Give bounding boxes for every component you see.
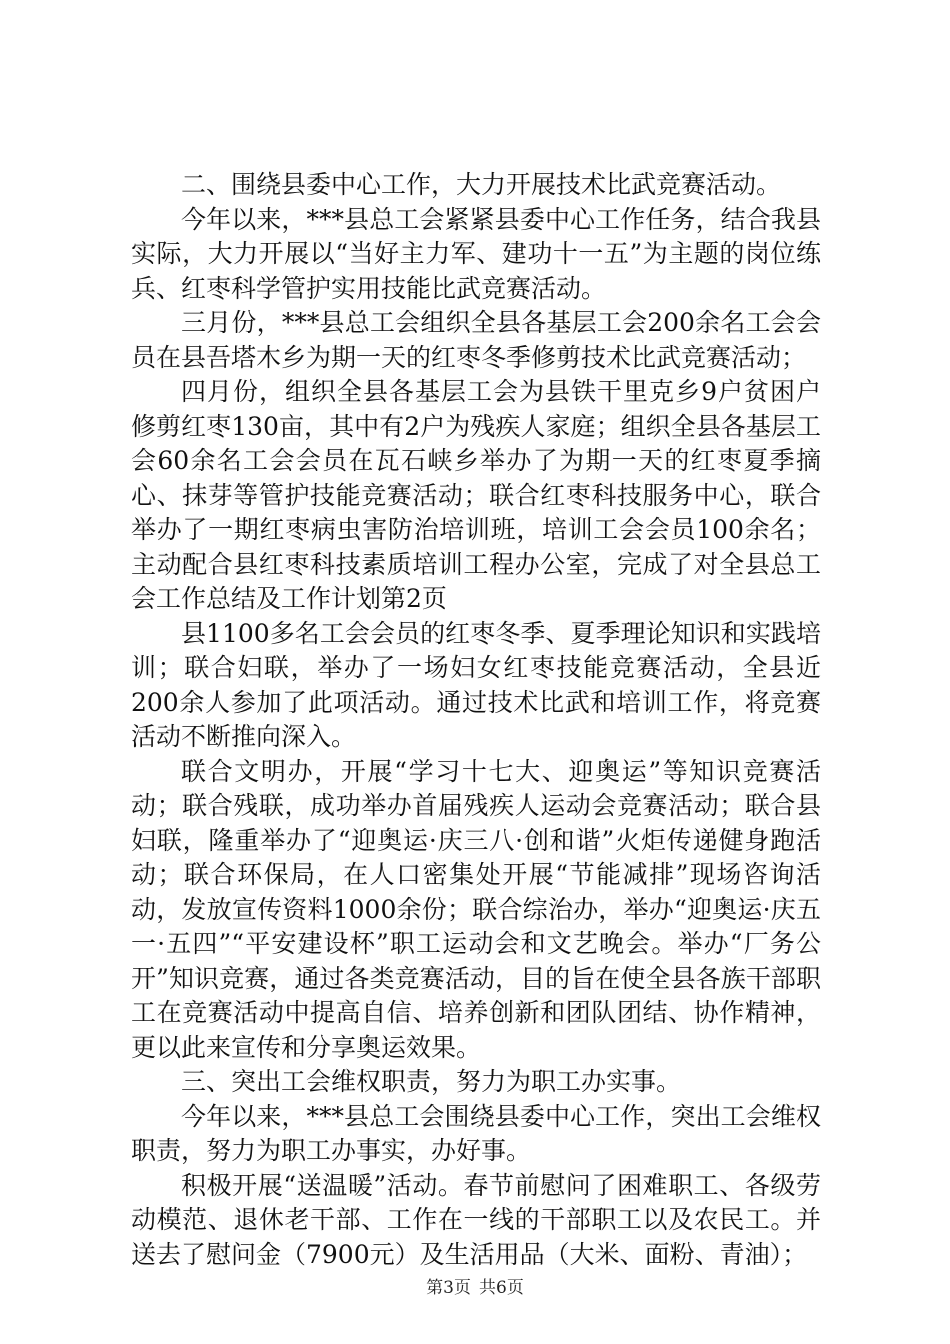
body-paragraph: 联合文明办，开展“学习十七大、迎奥运”等知识竞赛活动；联合残联，成功举办首届残疾人运动会竞赛活动；联合县妇联，隆重举办了“迎奥运·庆三八·创和谐”火炬传递健身跑活动；联合环保局，在人口密集处开展“节能减排”现场咨询活动，发放宣传资料1000余份；联合综治办，举办“迎奥运·庆五一·五四”“平安建设杯”职工运动会和文艺晚会。举办“厂务公开”知识竞赛，通过各类竞赛活动，目的旨在使全县各族干部职工在竞赛活动中提高自信、培养创新和团队团结、协作精神，更以此来宣传和分享奥运效果。 (131, 756, 821, 1062)
body-paragraph: 积极开展“送温暖”活动。春节前慰问了困难职工、各级劳动模范、退休老干部、工作在一线的干部职工以及农民工。并送去了慰问金（7900元）及生活用品（大米、面粉、青油）； (131, 1170, 821, 1269)
section-heading: 三、突出工会维权职责，努力为职工办实事。 (181, 1067, 682, 1096)
body-paragraph: 三月份，***县总工会组织全县各基层工会200余名工会会员在县吾塔木乡为期一天的红枣冬季修剪技术比武竞赛活动； (131, 308, 821, 372)
body-paragraph: 县1100多名工会会员的红枣冬季、夏季理论知识和实践培训；联合妇联，举办了一场妇女红枣技能竞赛活动，全县近200余人参加了此项活动。通过技术比武和培训工作，将竞赛活动不断推向深入。 (131, 618, 821, 751)
page-footer (0, 1273, 950, 1298)
body-paragraph: 今年以来，***县总工会围绕县委中心工作，突出工会维权职责，努力为职工办事实，办好事。 (131, 1101, 821, 1165)
body-paragraph: 四月份，组织全县各基层工会为县铁干里克乡9户贫困户修剪红枣130亩，其中有2户为残疾人家庭；组织全县各基层工会60余名工会会员在瓦石峡乡举办了为期一天的红枣夏季摘心、抹芽等管护技能竞赛活动；联合红枣科技服务中心，联合举办了一期红枣病虫害防治培训班，培训工会会员100余名；主动配合县红枣科技素质培训工程办公室，完成了对全县总工会工作总结及工作计划第2页 (131, 377, 821, 613)
section-heading: 二、围绕县委中心工作，大力开展技术比武竞赛活动。 (181, 170, 782, 199)
document-body (131, 168, 821, 1272)
page-number-current: 第3页 (426, 1278, 471, 1298)
body-paragraph: 今年以来，***县总工会紧紧县委中心工作任务，结合我县实际，大力开展以“当好主力军、建功十一五”为主题的岗位练兵、红枣科学管护实用技能比武竞赛活动。 (131, 204, 821, 303)
page-number-total: 共6页 (479, 1278, 524, 1298)
